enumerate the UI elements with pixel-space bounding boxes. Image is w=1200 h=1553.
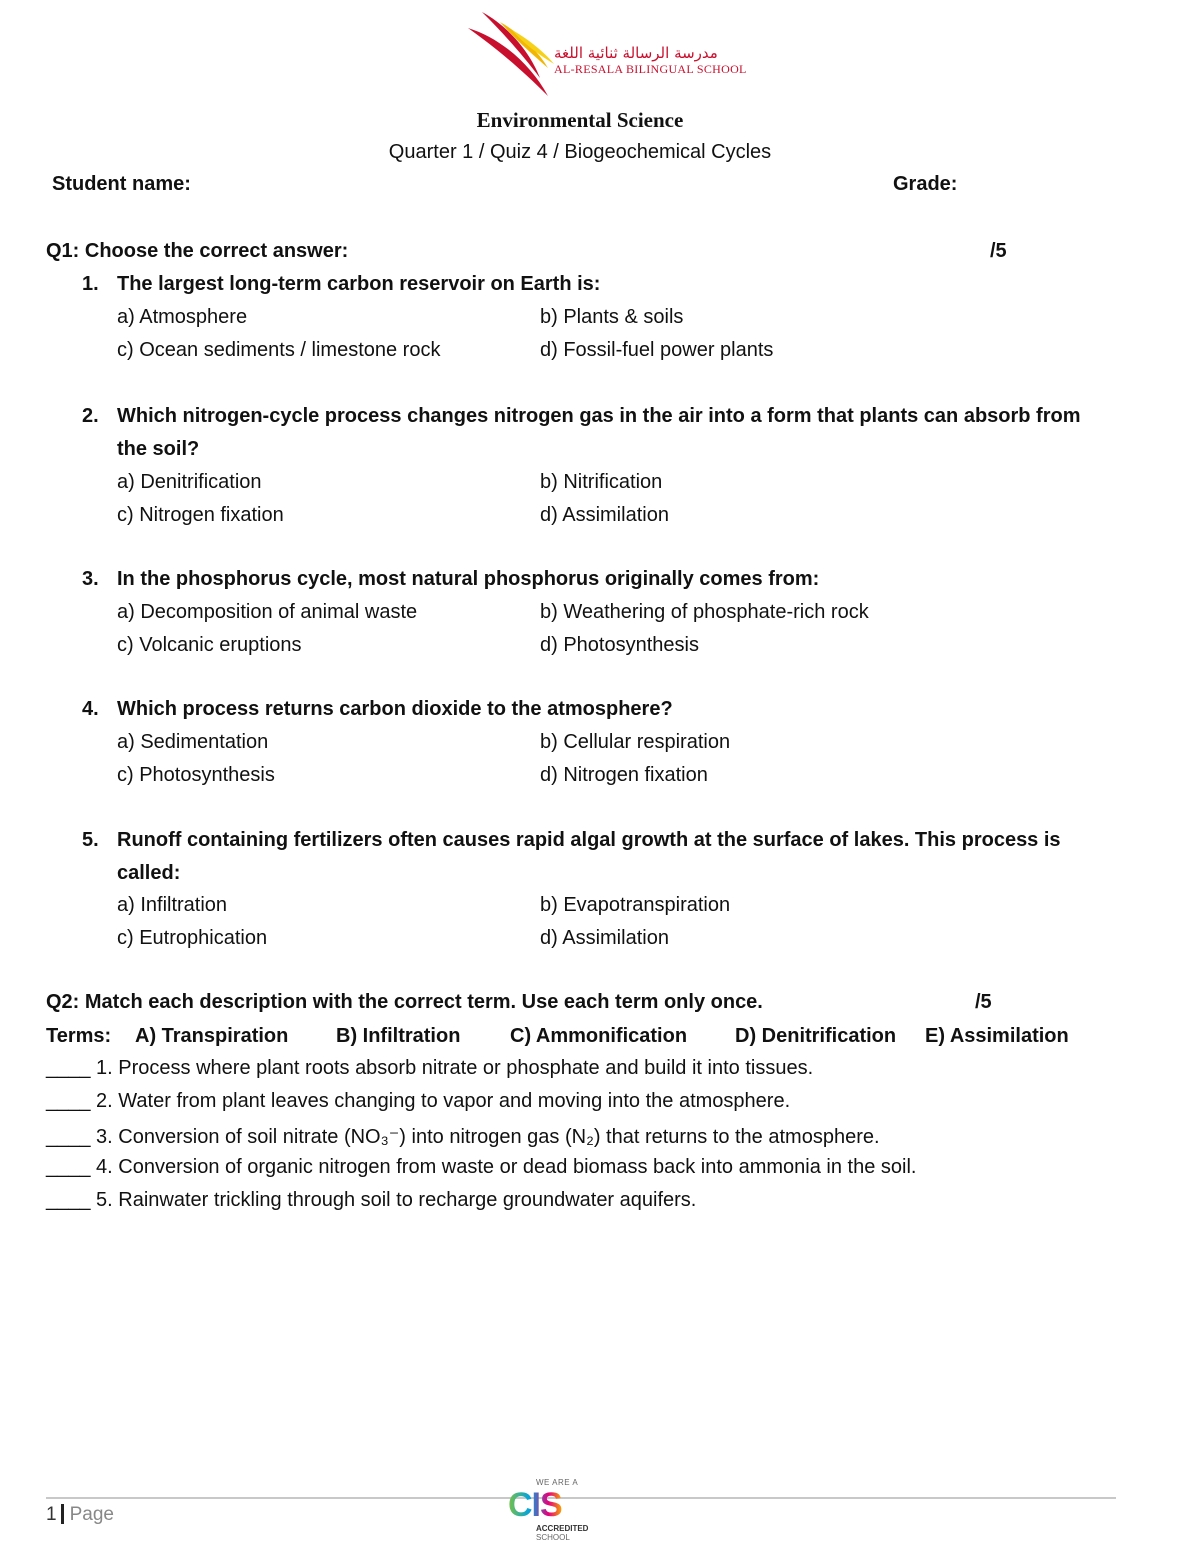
- q1-title: Q1: Choose the correct answer:: [46, 240, 349, 262]
- question-number: 1.: [82, 273, 99, 295]
- q1-score: /5: [990, 240, 1007, 262]
- option-a[interactable]: a) Decomposition of animal waste: [117, 601, 418, 623]
- option-d[interactable]: d) Assimilation: [540, 927, 669, 949]
- match-item-1[interactable]: ____ 1. Process where plant roots absorb nitrate or phosphate and build it into tissues.: [46, 1057, 814, 1079]
- student-name-label: Student name:: [52, 173, 191, 195]
- option-d[interactable]: d) Assimilation: [540, 504, 669, 526]
- logo-arabic-text: مدرسة الرسالة ثنائية اللغة: [554, 44, 718, 62]
- match-item-5[interactable]: ____ 5. Rainwater trickling through soil to recharge groundwater aquifers.: [46, 1189, 697, 1211]
- option-c[interactable]: c) Volcanic eruptions: [117, 634, 302, 656]
- option-d[interactable]: d) Fossil-fuel power plants: [540, 339, 774, 361]
- subject-title: Environmental Science: [476, 108, 684, 132]
- page-separator: [61, 1504, 64, 1524]
- term-d: D) Denitrification: [735, 1025, 897, 1047]
- grade-label: Grade:: [893, 173, 958, 195]
- question-stem: Runoff containing fertilizers often causes rapid algal growth at the surface of lakes. This process is: [117, 829, 1061, 851]
- cis-bottom-text-1: ACCREDITED: [536, 1524, 589, 1533]
- logo-swoosh-icon: [460, 8, 560, 100]
- match-item-4[interactable]: ____ 4. Conversion of organic nitrogen from waste or dead biomass back into ammonia in the soil.: [46, 1156, 917, 1178]
- cis-logo-text: CIS: [508, 1486, 562, 1524]
- question-stem: Which nitrogen-cycle process changes nitrogen gas in the air into a form that plants can absorb from: [117, 405, 1081, 427]
- question-number: 3.: [82, 568, 99, 590]
- cis-top-text: WE ARE A: [536, 1478, 579, 1487]
- option-a[interactable]: a) Atmosphere: [117, 306, 248, 328]
- option-d[interactable]: d) Nitrogen fixation: [540, 764, 708, 786]
- option-a[interactable]: a) Infiltration: [117, 894, 228, 916]
- quiz-title: Quarter 1 / Quiz 4 / Biogeochemical Cycles: [388, 141, 772, 163]
- option-d[interactable]: d) Photosynthesis: [540, 634, 699, 656]
- option-a[interactable]: a) Denitrification: [117, 471, 262, 493]
- option-b[interactable]: b) Evapotranspiration: [540, 894, 731, 916]
- option-c[interactable]: c) Ocean sediments / limestone rock: [117, 339, 441, 361]
- question-stem: The largest long-term carbon reservoir on Earth is:: [117, 273, 601, 295]
- q2-title: Q2: Match each description with the correct term. Use each term only once.: [46, 991, 763, 1013]
- terms-label: Terms:: [46, 1025, 112, 1047]
- option-b[interactable]: b) Nitrification: [540, 471, 663, 493]
- option-c[interactable]: c) Photosynthesis: [117, 764, 275, 786]
- option-b[interactable]: b) Plants & soils: [540, 306, 684, 328]
- cis-accreditation-badge: [508, 1478, 608, 1544]
- question-number: 2.: [82, 405, 99, 427]
- question-number: 4.: [82, 698, 99, 720]
- question-number: 5.: [82, 829, 99, 851]
- question-stem: In the phosphorus cycle, most natural phosphorus originally comes from:: [117, 568, 820, 590]
- cis-bottom-text-2: SCHOOL: [536, 1533, 570, 1542]
- option-b[interactable]: b) Weathering of phosphate-rich rock: [540, 601, 869, 623]
- term-b: B) Infiltration: [336, 1025, 461, 1047]
- option-b[interactable]: b) Cellular respiration: [540, 731, 731, 753]
- term-e: E) Assimilation: [925, 1025, 1069, 1047]
- question-stem-continued: called:: [117, 862, 181, 884]
- match-item-2[interactable]: ____ 2. Water from plant leaves changing to vapor and moving into the atmosphere.: [46, 1090, 791, 1112]
- question-stem: Which process returns carbon dioxide to the atmosphere?: [117, 698, 673, 720]
- page-number: 1: [46, 1504, 57, 1525]
- option-c[interactable]: c) Eutrophication: [117, 927, 268, 949]
- option-c[interactable]: c) Nitrogen fixation: [117, 504, 284, 526]
- term-c: C) Ammonification: [510, 1025, 688, 1047]
- q2-score: /5: [975, 991, 992, 1013]
- term-a: A) Transpiration: [135, 1025, 289, 1047]
- page-label: Page: [69, 1504, 114, 1525]
- option-a[interactable]: a) Sedimentation: [117, 731, 269, 753]
- question-stem-continued: the soil?: [117, 438, 200, 460]
- school-logo: [460, 8, 750, 100]
- match-item-3[interactable]: ____ 3. Conversion of soil nitrate (NO₃⁻) into nitrogen gas (N₂) that returns to the atmosphere.: [46, 1126, 880, 1148]
- page-footer: [46, 1504, 114, 1526]
- logo-english-text: AL-RESALA BILINGUAL SCHOOL: [554, 62, 747, 76]
